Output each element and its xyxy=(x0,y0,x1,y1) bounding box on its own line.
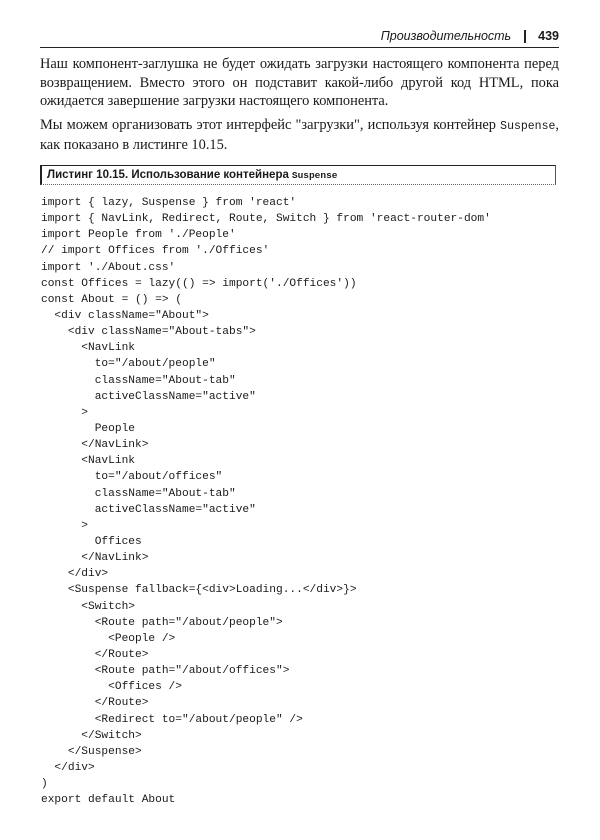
code-line: <Offices /> xyxy=(41,681,182,694)
code-line: </Route> xyxy=(41,648,149,661)
code-line: className="About-tab" xyxy=(41,374,236,387)
running-header-title: Производительность xyxy=(380,29,512,43)
code-line: </Route> xyxy=(41,697,149,710)
inline-code: Suspense xyxy=(500,119,556,133)
listing-caption xyxy=(40,165,556,185)
code-line: export default About xyxy=(41,794,176,807)
running-header xyxy=(40,26,559,46)
code-line: import People from './People' xyxy=(41,229,236,242)
code-line: Offices xyxy=(41,535,142,548)
code-line: className="About-tab" xyxy=(41,487,236,500)
code-line: <NavLink xyxy=(41,455,135,468)
listing-caption-code: Suspense xyxy=(291,169,338,181)
code-line: <Switch> xyxy=(41,600,135,613)
code-line: </div> xyxy=(41,761,95,774)
code-line: <Suspense fallback={<div>Loading...</div>}> xyxy=(41,584,357,597)
code-line: <Route path="/about/people"> xyxy=(41,616,283,629)
code-line: > xyxy=(41,519,88,532)
code-line: <Route path="/about/offices"> xyxy=(41,665,290,678)
code-line: // import Offices from './Offices' xyxy=(41,245,270,258)
paragraph-text: Мы можем организовать этот интерфейс "загрузки", используя контейнер xyxy=(40,116,501,133)
code-line: import { NavLink, Redirect, Route, Switch } from 'react-router-dom' xyxy=(41,213,491,226)
page-number: 439 xyxy=(538,29,559,43)
code-line: <Redirect to="/about/people" /> xyxy=(41,713,303,726)
code-line: People xyxy=(41,422,135,435)
body-text xyxy=(40,55,559,160)
code-line: to="/about/offices" xyxy=(41,471,223,484)
code-line: to="/about/people" xyxy=(41,358,216,371)
code-line: </div> xyxy=(41,568,109,581)
code-line: </Suspense> xyxy=(41,745,142,758)
code-line: activeClassName="active" xyxy=(41,503,256,516)
code-line: const Offices = lazy(() => import('./Offices')) xyxy=(41,277,357,290)
code-line: <People /> xyxy=(41,632,176,645)
header-rule xyxy=(40,47,559,48)
code-line: </NavLink> xyxy=(41,439,149,452)
code-line: </NavLink> xyxy=(41,552,149,565)
code-line: const About = () => ( xyxy=(41,293,182,306)
code-line: <NavLink xyxy=(41,342,135,355)
header-separator xyxy=(524,30,526,43)
paragraph-text: , как показано в листинге 10.15. xyxy=(40,116,559,153)
listing-caption-text: Листинг 10.15. Использование контейнера xyxy=(47,169,289,181)
paragraph xyxy=(40,116,559,155)
code-line: activeClassName="active" xyxy=(41,390,256,403)
code-line: import { lazy, Suspense } from 'react' xyxy=(41,197,297,209)
code-line: ) xyxy=(41,778,48,791)
code-line: </Switch> xyxy=(41,729,142,742)
code-line: <div className="About-tabs"> xyxy=(41,326,256,339)
code-line: > xyxy=(41,406,88,419)
code-line: <div className="About"> xyxy=(41,309,209,322)
code-listing xyxy=(41,195,556,808)
paragraph: Наш компонент-заглушка не будет ожидать загрузки настоящего компонента перед возвращением. Вместо этого он подставит какой-либо другой код HTML, пока ожидается завершение загрузки настоящего компонента. xyxy=(40,56,559,109)
code-line: import './About.css' xyxy=(41,261,176,274)
